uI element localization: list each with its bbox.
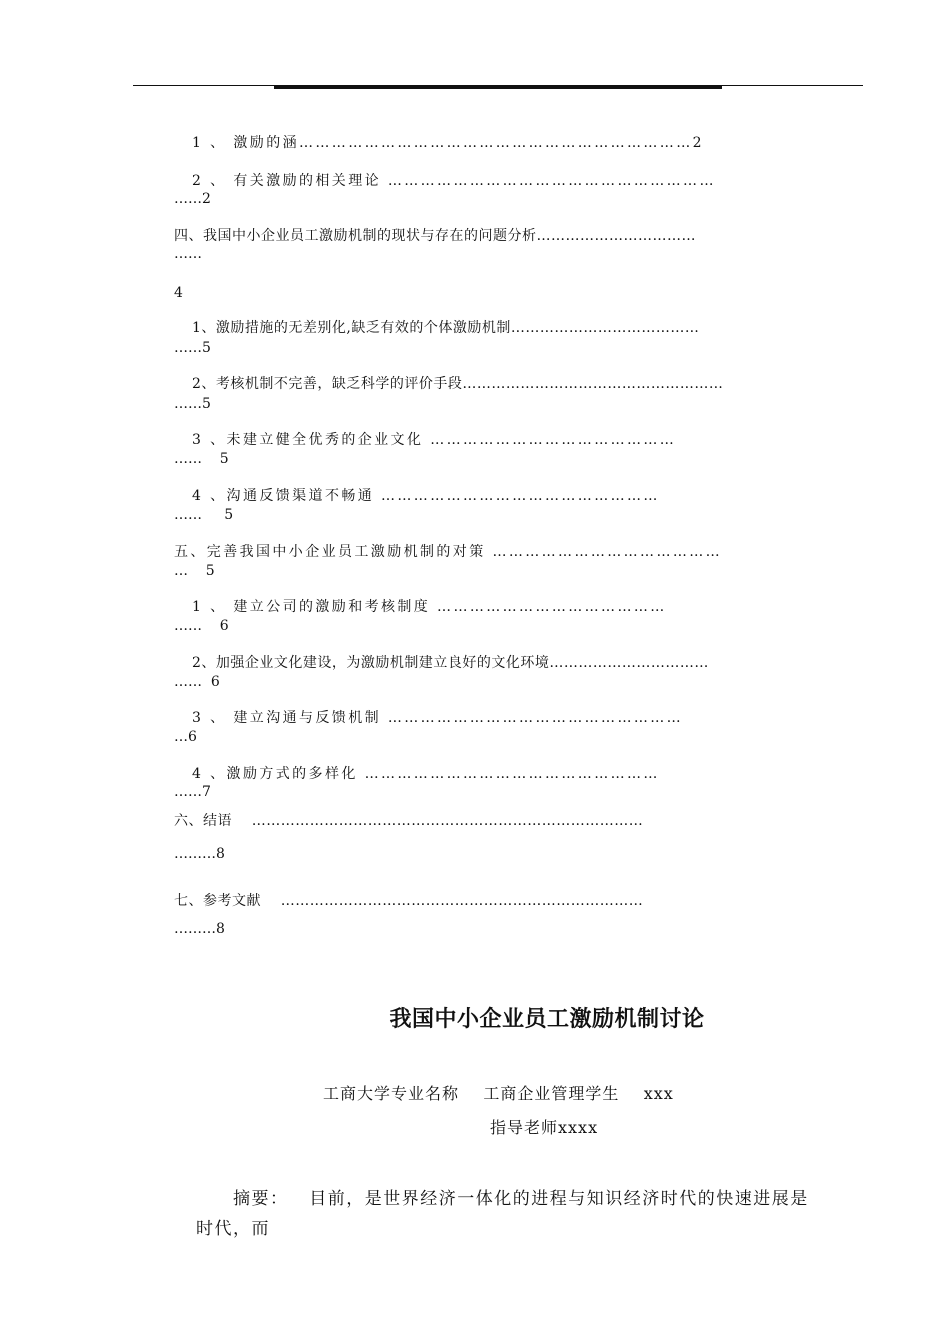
toc-entry-4-2: 2、考核机制不完善，缺乏科学的评价手段………………………………………………: [192, 376, 724, 392]
toc-section-5-page: … 5: [174, 563, 215, 579]
toc-section-7-page: ………8: [174, 921, 225, 937]
toc-entry-4-3: 3 、未建立健全优秀的企业文化 ………………………………………: [192, 432, 677, 448]
toc-entry-3-2-page: ……2: [174, 191, 211, 207]
toc-section-4-page: 4: [174, 285, 183, 301]
toc-entry-5-3: 3 、 建立沟通与反馈机制 ………………………………………………: [192, 710, 684, 726]
toc-entry-4-4-page: …… 5: [174, 507, 234, 523]
advisor-line: 指导老师xxxx: [490, 1118, 599, 1137]
toc-section-7: 七、参考文献 …………………………………………………………………: [174, 893, 644, 909]
header-rule-thick: [274, 86, 722, 89]
toc-entry-5-3-page: …6: [174, 729, 197, 745]
toc-entry-5-2-page: …… 6: [174, 674, 220, 690]
toc-entry-4-2-page: ……5: [174, 396, 211, 412]
abstract-line-1: 摘要： 目前，是世界经济一体化的进程与知识经济时代的快速进展是: [233, 1189, 809, 1209]
toc-section-5: 五、完善我国中小企业员工激励机制的对策 ……………………………………: [174, 544, 723, 560]
abstract-line-2: 时代，而: [196, 1219, 270, 1239]
toc-entry-4-4: 4 、沟通反馈渠道不畅通 ……………………………………………: [192, 488, 660, 504]
toc-entry-5-2: 2、加强企业文化建设，为激励机制建立良好的文化环境……………………………: [192, 655, 709, 671]
toc-entry-3-2: 2 、 有关激励的相关理论 ……………………………………………………: [192, 173, 716, 189]
toc-entry-3-1: 1 、 激励的涵………………………………………………………………2: [192, 135, 704, 151]
toc-entry-5-4: 4 、激励方式的多样化 ………………………………………………: [192, 766, 660, 782]
toc-entry-4-1: 1、激励措施的无差别化,缺乏有效的个体激励机制…………………………………: [192, 320, 700, 336]
toc-section-4: 四、我国中小企业员工激励机制的现状与存在的问题分析……………………………: [174, 228, 696, 244]
toc-entry-5-4-page: ……7: [174, 784, 211, 800]
toc-section-6: 六、结语 ………………………………………………………………………: [174, 813, 644, 829]
toc-section-6-page: ………8: [174, 846, 225, 862]
toc-entry-4-1-page: ……5: [174, 340, 211, 356]
toc-section-4-cont: ……: [174, 246, 202, 262]
paper-title: 我国中小企业员工激励机制讨论: [389, 1006, 705, 1032]
toc-entry-5-1: 1 、 建立公司的激励和考核制度 ……………………………………: [192, 599, 667, 615]
toc-entry-4-3-page: …… 5: [174, 451, 229, 467]
toc-entry-5-1-page: …… 6: [174, 618, 229, 634]
author-byline: 工商大学专业名称 工商企业管理学生 xxx: [323, 1084, 674, 1103]
